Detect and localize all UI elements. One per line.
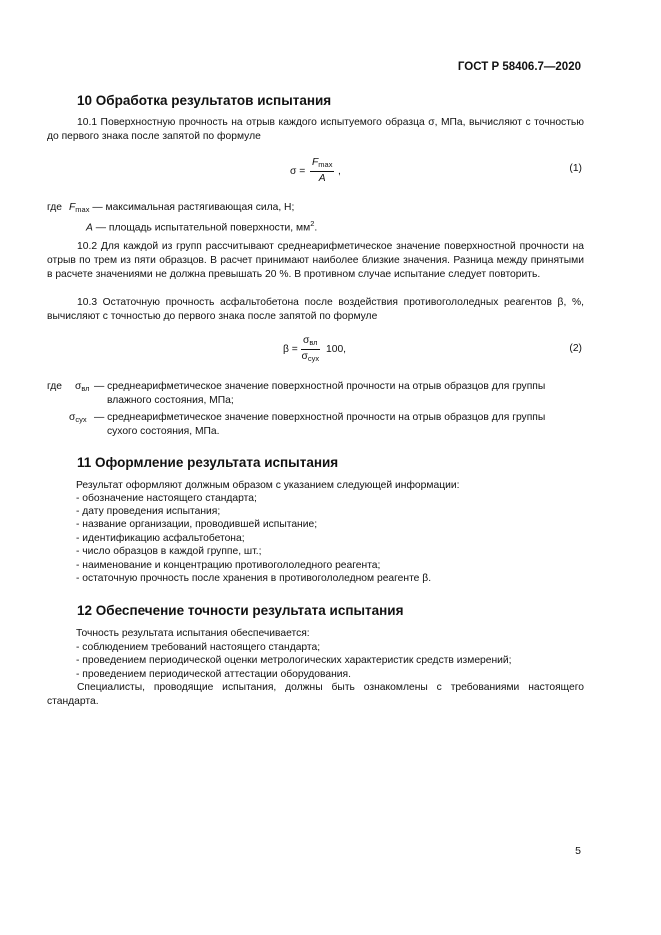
formula-2-fraction: $\sigma_{вл}$ $\sigma_{сух}$	[301, 335, 320, 363]
list-item: - название организации, проводившей испытание;	[76, 519, 318, 530]
paragraph-10-3: 10.3 Остаточную прочность асфальтобетона после воздействия противогололедных реагентов β, %, вычисляют с точностью до первого знака после запятой по формуле	[47, 297, 584, 323]
section-11-intro: Результат оформляют должным образом с указанием следующей информации:	[76, 480, 460, 491]
formula-2-tail: 100,	[326, 344, 347, 355]
paragraph-10-1: 10.1 Поверхностную прочность на отрыв каждого испытуемого образца σ, МПа, вычисляют с точностью до первого знака после запятой по формуле	[47, 117, 584, 143]
list-item: - остаточную прочность после хранения в противогололедном реагенте β.	[76, 573, 432, 584]
formula-1-den: A	[318, 173, 326, 184]
formula-1-num-var: F	[312, 157, 319, 168]
list-item: - идентификацию асфальтобетона;	[76, 533, 245, 544]
where-2-label: где	[47, 381, 63, 392]
formula-1-num-sub: max	[318, 160, 333, 169]
formula-1-tail: ,	[338, 166, 341, 177]
where-2-var-2: $\sigma_{сух}$	[69, 412, 87, 424]
list-item: - проведением периодической аттестации оборудования.	[76, 669, 351, 680]
where-2-var-1: $\sigma_{вл}$	[75, 381, 90, 393]
where-1-line-2: A — площадь испытательной поверхности, $мм^2$.	[86, 219, 318, 234]
formula-2-number: (2)	[569, 343, 582, 354]
section-10-title: 10 Обработка результатов испытания	[77, 93, 332, 108]
section-12-title: 12 Обеспечение точности результата испытания	[77, 603, 404, 618]
formula-2-lhs: β =	[283, 344, 298, 355]
section-12-intro: Точность результата испытания обеспечивается:	[76, 628, 310, 639]
formula-1-number: (1)	[569, 163, 582, 174]
where-2-desc-2b: сухого состояния, МПа.	[107, 426, 220, 437]
list-item: - проведением периодической оценки метрологических характеристик средств измерений;	[76, 655, 512, 666]
document-id: ГОСТ Р 58406.7—2020	[457, 61, 581, 73]
where-1-label: где	[47, 202, 63, 213]
where-2-desc-1a: — среднеарифметическое значение поверхностной прочности на отрыв образцов для группы	[94, 381, 546, 392]
formula-1-lhs: σ =	[290, 166, 306, 177]
section-11-title: 11 Оформление результата испытания	[77, 455, 339, 470]
paragraph-10-2: 10.2 Для каждой из групп рассчитывают среднеарифметическое значение поверхностной прочности на отрыв по трем из пяти образцов. В расчет принимают наиболее близкие значения. Разница между принятыми в расчете значениями не должна превышать 20 %. В противном случае испытание следует повторить.	[47, 241, 584, 281]
list-item: - обозначение настоящего стандарта;	[76, 493, 257, 504]
list-item: - число образцов в каждой группе, шт.;	[76, 546, 262, 557]
list-item: - дату проведения испытания;	[76, 506, 221, 517]
where-2-desc-2a: — среднеарифметическое значение поверхностной прочности на отрыв образцов для группы	[94, 412, 546, 423]
where-1-line-1: $F_{max}$ — максимальная растягивающая сила, Н;	[69, 202, 295, 214]
formula-1-fraction	[310, 156, 334, 185]
section-12-closing: Специалисты, проводящие испытания, должны быть ознакомлены с требованиями настоящего стандарта.	[47, 682, 584, 708]
list-item: - соблюдением требований настоящего стандарта;	[76, 642, 321, 653]
page-number: 5	[575, 845, 581, 857]
where-2-desc-1b: влажного состояния, МПа;	[107, 395, 234, 406]
list-item: - наименование и концентрацию противогололедного реагента;	[76, 560, 381, 571]
